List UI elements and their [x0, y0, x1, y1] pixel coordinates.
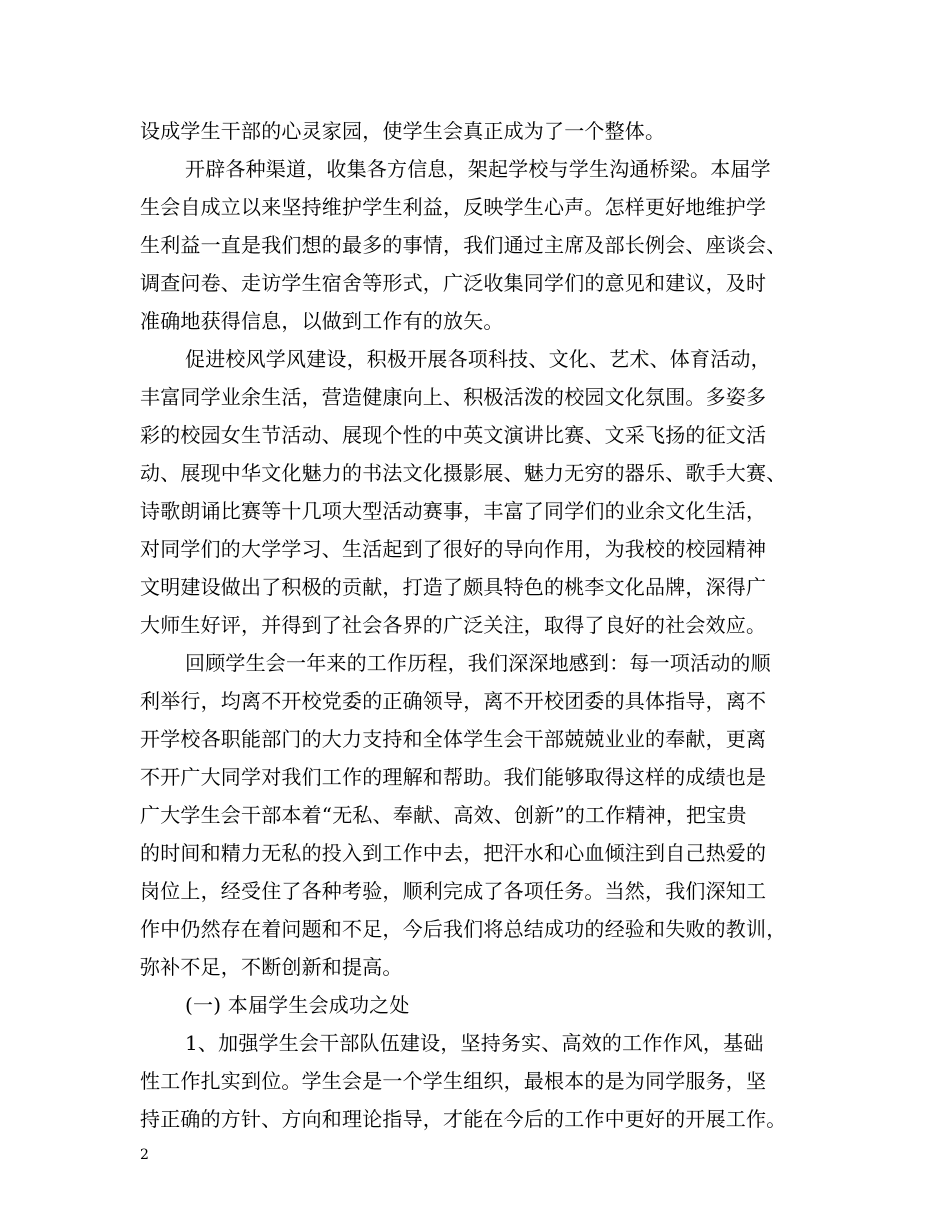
- text-line: 岗位上，经受住了各种考验，顺利完成了各项任务。当然，我们深知工: [140, 879, 767, 903]
- text-line: 生利益一直是我们想的最多的事情，我们通过主席及部长例会、座谈会、: [140, 233, 787, 257]
- text-line: 动、展现中华文化魅力的书法文化摄影展、魅力无穷的器乐、歌手大赛、: [140, 461, 787, 485]
- section-heading: (一) 本届学生会成功之处: [185, 993, 410, 1017]
- text-line: 对同学们的大学学习、生活起到了很好的导向作用，为我校的校园精神: [140, 537, 767, 561]
- paragraph-start-line: 开辟各种渠道，收集各方信息，架起学校与学生沟通桥梁。本届学: [185, 157, 771, 181]
- document-body: [140, 112, 830, 1138]
- text-line: 作中仍然存在着问题和不足，今后我们将总结成功的经验和失败的教训，: [140, 917, 787, 941]
- text-line: 持正确的方针、方向和理论指导，才能在今后的工作中更好的开展工作。: [140, 1107, 787, 1131]
- text-line: 利举行，均离不开校党委的正确领导，离不开校团委的具体指导，离不: [140, 689, 767, 713]
- text-line: 调查问卷、走访学生宿舍等形式，广泛收集同学们的意见和建议，及时: [140, 271, 767, 295]
- text-line: 彩的校园女生节活动、展现个性的中英文演讲比赛、文采飞扬的征文活: [140, 423, 767, 447]
- page-number: 2: [140, 1147, 149, 1163]
- text-line: 弥补不足，不断创新和提高。: [140, 955, 403, 979]
- text-line: 广大学生会干部本着“无私、奉献、高效、创新”的工作精神，把宝贵: [140, 803, 747, 827]
- paragraph-start-line: 促进校风学风建设，积极开展各项科技、文化、艺术、体育活动，: [185, 347, 771, 371]
- text-line: 丰富同学业余生活，营造健康向上、积极活泼的校园文化氛围。多姿多: [140, 385, 767, 409]
- text-line: 性工作扎实到位。学生会是一个学生组织，最根本的是为同学服务，坚: [140, 1069, 767, 1093]
- text-line: 设成学生干部的心灵家园，使学生会真正成为了一个整体。: [140, 119, 666, 143]
- paragraph-start-line: 1、加强学生会干部队伍建设，坚持务实、高效的工作作风，基础: [185, 1031, 764, 1055]
- text-line: 生会自成立以来坚持维护学生利益，反映学生心声。怎样更好地维护学: [140, 195, 767, 219]
- text-line: 开学校各职能部门的大力支持和全体学生会干部兢兢业业的奉献，更离: [140, 727, 767, 751]
- text-line: 准确地获得信息，以做到工作有的放矢。: [140, 309, 504, 333]
- text-line: 的时间和精力无私的投入到工作中去，把汗水和心血倾注到自己热爱的: [140, 841, 767, 865]
- text-line: 不开广大同学对我们工作的理解和帮助。我们能够取得这样的成绩也是: [140, 765, 767, 789]
- text-line: 诗歌朗诵比赛等十几项大型活动赛事，丰富了同学们的业余文化生活，: [140, 499, 767, 523]
- text-line: 文明建设做出了积极的贡献，打造了颇具特色的桃李文化品牌，深得广: [140, 575, 767, 599]
- text-line: 大师生好评，并得到了社会各界的广泛关注，取得了良好的社会效应。: [140, 613, 767, 637]
- paragraph-start-line: 回顾学生会一年来的工作历程，我们深深地感到：每一项活动的顺: [185, 651, 771, 675]
